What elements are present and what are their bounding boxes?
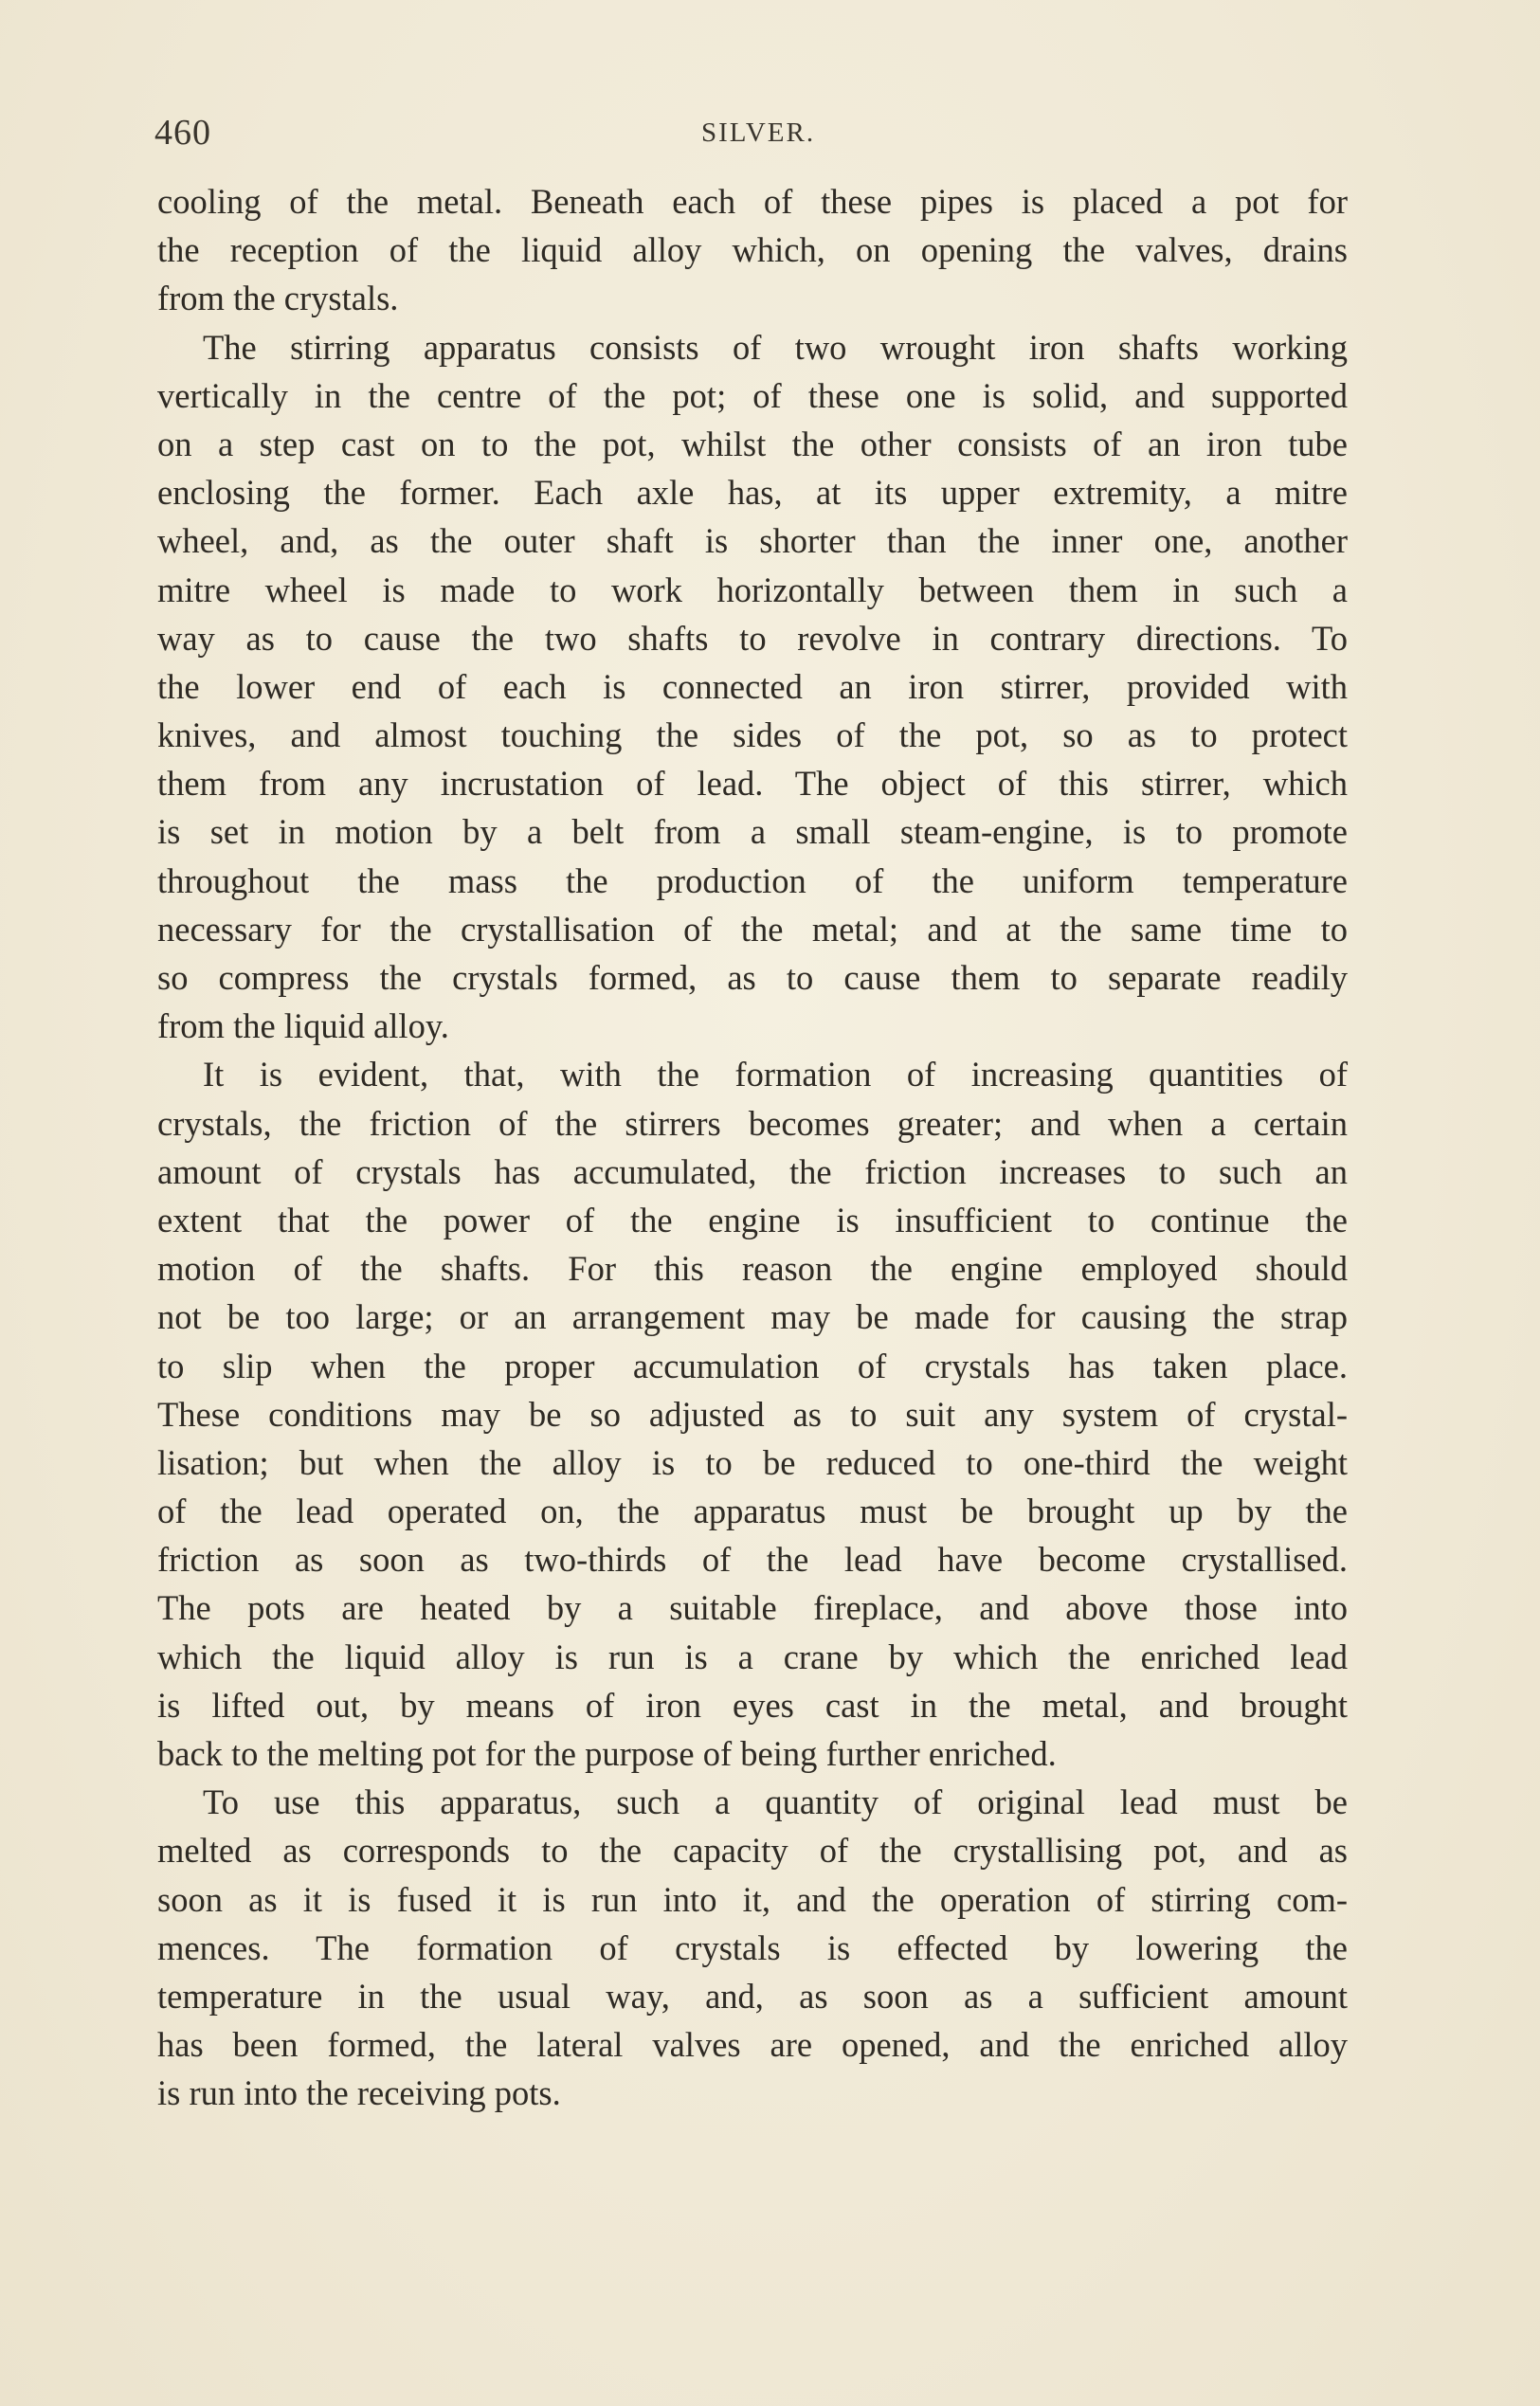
- text-line: of the lead operated on, the apparatus must be brought up by the: [157, 1492, 1348, 1531]
- page-number: 460: [154, 113, 211, 153]
- text-line: is lifted out, by means of iron eyes cast in the metal, and brought: [157, 1685, 1348, 1725]
- text-line: back to the melting pot for the purpose of being further enriched.: [157, 1734, 1057, 1773]
- text-line: wheel, and, as the outer shaft is shorter than the inner one, another: [157, 521, 1348, 561]
- text-line: melted as corresponds to the capacity of the crystallising pot, and as: [157, 1831, 1348, 1871]
- text-line: them from any incrustation of lead. The object of this stirrer, which: [157, 764, 1348, 804]
- paragraph: [157, 177, 1348, 323]
- text-line: necessary for the crystallisation of the metal; and at the same time to: [157, 909, 1348, 949]
- paragraph: [157, 1778, 1348, 2117]
- text-line: temperature in the usual way, and, as soon as a sufficient amount: [157, 1976, 1348, 2016]
- text-line: mitre wheel is made to work horizontally between them in such a: [157, 570, 1348, 609]
- text-line: enclosing the former. Each axle has, at its upper extremity, a mitre: [157, 473, 1348, 513]
- text-line: the lower end of each is connected an iron stirrer, provided with: [157, 666, 1348, 706]
- text-line: is run into the receiving pots.: [157, 2073, 561, 2113]
- text-line: friction as soon as two-thirds of the lead have become crystallised.: [157, 1540, 1348, 1580]
- text-line: which the liquid alloy is run is a crane by which the enriched lead: [157, 1637, 1348, 1676]
- text-line: The stirring apparatus consists of two wrought iron shafts working: [203, 327, 1348, 367]
- page-header: [154, 112, 1349, 159]
- text-line: motion of the shafts. For this reason the engine employed should: [157, 1249, 1348, 1289]
- text-line: crystals, the friction of the stirrers becomes greater; and when a certain: [157, 1103, 1348, 1143]
- text-line: It is evident, that, with the formation of increasing quantities of: [203, 1055, 1348, 1094]
- text-line: on a step cast on to the pot, whilst the other consists of an iron tube: [157, 424, 1348, 463]
- text-line: knives, and almost touching the sides of the pot, so as to protect: [157, 715, 1348, 755]
- paragraph: [157, 1050, 1348, 1778]
- text-line: not be too large; or an arrangement may be made for causing the strap: [157, 1297, 1348, 1337]
- text-line: to slip when the proper accumulation of crystals has taken place.: [157, 1346, 1348, 1385]
- text-line: mences. The formation of crystals is effected by lowering the: [157, 1927, 1348, 1967]
- text-line: cooling of the metal. Beneath each of these pipes is placed a pot for: [157, 182, 1348, 221]
- text-line: from the crystals.: [157, 279, 399, 318]
- text-line: so compress the crystals formed, as to cause them to separate readily: [157, 958, 1348, 997]
- text-line: The pots are heated by a suitable fireplace, and above those into: [157, 1588, 1348, 1628]
- running-head: SILVER.: [701, 118, 816, 148]
- text-line: the reception of the liquid alloy which, on opening the valves, drains: [157, 230, 1348, 270]
- text-line: To use this apparatus, such a quantity of original lead must be: [203, 1782, 1348, 1822]
- text-line: way as to cause the two shafts to revolve in contrary directions. To: [157, 618, 1348, 658]
- text-line: vertically in the centre of the pot; of these one is solid, and supported: [157, 375, 1348, 415]
- paragraph: [157, 323, 1348, 1051]
- text-line: from the liquid alloy.: [157, 1006, 449, 1046]
- text-line: throughout the mass the production of the uniform temperature: [157, 860, 1348, 900]
- text-line: lisation; but when the alloy is to be reduced to one-third the weight: [157, 1442, 1348, 1482]
- text-line: amount of crystals has accumulated, the friction increases to such an: [157, 1151, 1348, 1191]
- body-text: [157, 177, 1348, 2118]
- text-line: These conditions may be so adjusted as to suit any system of crystal-: [157, 1394, 1348, 1434]
- text-line: has been formed, the lateral valves are opened, and the enriched alloy: [157, 2025, 1348, 2065]
- text-line: extent that the power of the engine is insufficient to continue the: [157, 1200, 1348, 1239]
- text-line: soon as it is fused it is run into it, and the operation of stirring com-: [157, 1879, 1348, 1919]
- text-line: is set in motion by a belt from a small steam-engine, is to promote: [157, 812, 1348, 852]
